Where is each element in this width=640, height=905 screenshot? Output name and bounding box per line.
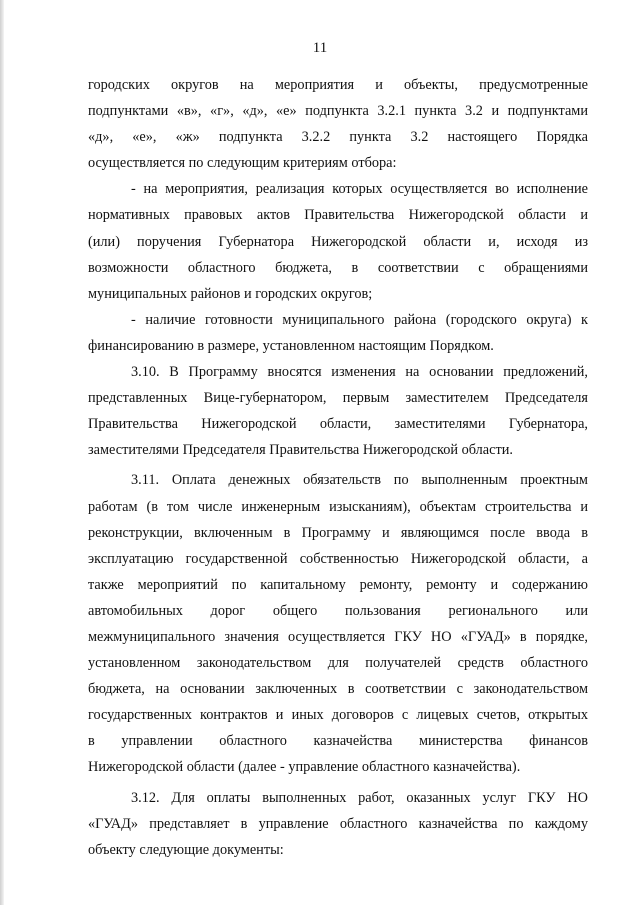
text-line: возможности областного бюджета, в соответствии с обращениями <box>88 259 588 276</box>
text-line: городских округов на мероприятия и объекты, предусмотренные <box>88 77 588 93</box>
text-line: «ГУАД» представляет в управление областного казначейства по каждому <box>88 815 588 832</box>
text-line: нормативных правовых актов Правительства Нижегородской области и <box>88 207 588 224</box>
text-line: Правительства Нижегородской области, заместителями Губернатора, <box>88 416 588 433</box>
paragraph <box>88 785 588 863</box>
text-line: представленных Вице-губернатором, первым заместителем Председателя <box>88 390 588 407</box>
scan-edge-shadow <box>0 0 4 905</box>
text-line: заместителями Председателя Правительства Нижегородской области. <box>88 442 513 459</box>
paragraph <box>88 72 588 176</box>
text-line: работам (в том числе инженерным изысканиям), объектам строительства и <box>88 498 588 515</box>
text-line: в управлении областного казначейства министерства финансов <box>88 733 588 750</box>
text-line: объекту следующие документы: <box>88 841 284 858</box>
text-line: осуществляется по следующим критериям отбора: <box>88 155 397 172</box>
text-line: 3.12. Для оплаты выполненных работ, оказанных услуг ГКУ НО <box>131 789 588 806</box>
paragraph <box>88 359 588 463</box>
paragraph <box>88 307 588 359</box>
text-line: также мероприятий по капитальному ремонту, ремонту и содержанию <box>88 576 588 593</box>
text-line: муниципальных районов и городских округов; <box>88 285 373 302</box>
text-line: финансированию в размере, установленном настоящим Порядком. <box>88 337 494 354</box>
paragraph <box>88 467 588 780</box>
paragraph <box>88 176 588 306</box>
text-line: - на мероприятия, реализация которых осуществляется во исполнение <box>131 181 588 198</box>
text-line: межмуниципального значения осуществляется ГКУ НО «ГУАД» в порядке, <box>88 628 588 645</box>
text-line: установленном законодательством для получателей средств областного <box>88 655 588 672</box>
text-line: «д», «е», «ж» подпункта 3.2.2 пункта 3.2 настоящего Порядка <box>88 129 588 146</box>
text-line: Нижегородской области (далее - управление областного казначейства). <box>88 759 521 776</box>
text-line: реконструкции, включенным в Программу и являющимся после ввода в <box>88 524 588 541</box>
text-line: (или) поручения Губернатора Нижегородской области и, исходя из <box>88 233 588 250</box>
body-text <box>88 72 588 863</box>
text-line: автомобильных дорог общего пользования регионального или <box>88 602 588 619</box>
text-line: государственных контрактов и иных договоров с лицевых счетов, открытых <box>88 707 588 724</box>
text-line: 3.11. Оплата денежных обязательств по выполненным проектным <box>131 472 588 489</box>
page-number: 11 <box>312 40 328 56</box>
text-line: бюджета, на основании заключенных в соответствии с законодательством <box>88 681 588 698</box>
text-line: подпунктами «в», «г», «д», «е» подпункта 3.2.1 пункта 3.2 и подпунктами <box>88 103 588 120</box>
text-line: - наличие готовности муниципального района (городского округа) к <box>131 311 588 328</box>
text-line: эксплуатацию государственной собственностью Нижегородской области, а <box>88 550 588 567</box>
text-line: 3.10. В Программу вносятся изменения на основании предложений, <box>131 364 588 381</box>
